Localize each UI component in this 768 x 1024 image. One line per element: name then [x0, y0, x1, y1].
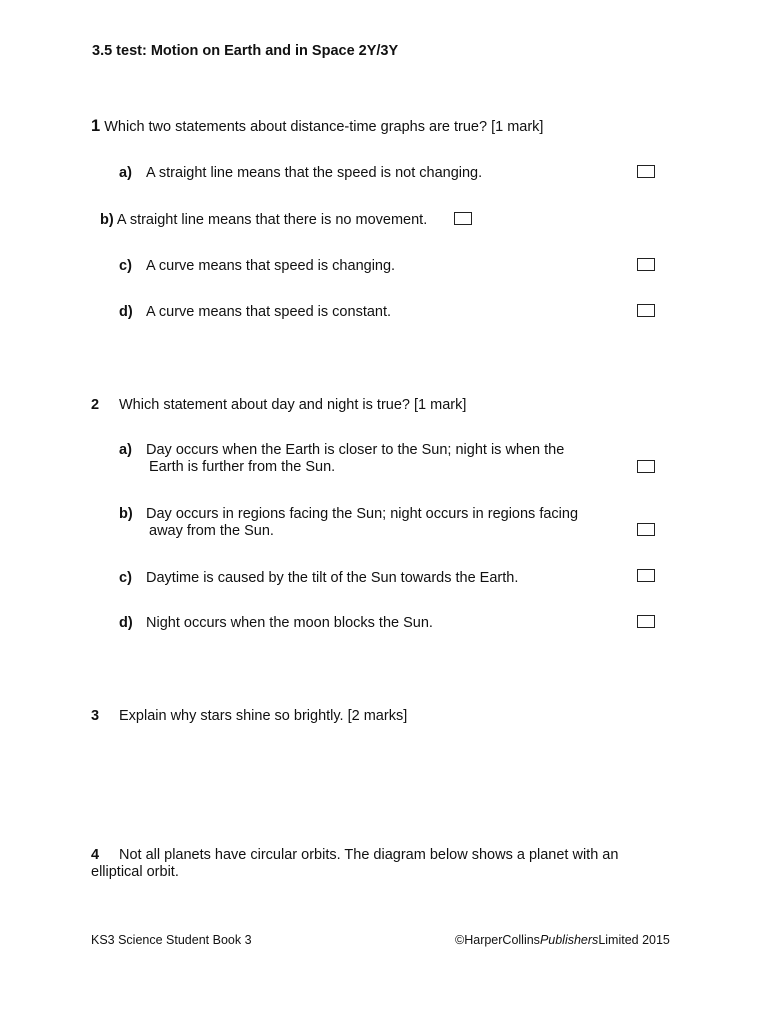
q1-option-b-checkbox[interactable]: [454, 212, 472, 225]
q1-option-c-checkbox[interactable]: [637, 258, 655, 271]
question-2-number: 2: [91, 397, 100, 413]
q2-option-a-checkbox[interactable]: [637, 460, 655, 473]
q1-option-c: [119, 258, 395, 275]
q2-option-d-letter: d): [119, 615, 133, 631]
q1-option-b-letter: b): [100, 212, 114, 228]
q2-option-b: [119, 506, 578, 540]
q1-option-c-text: A curve means that speed is changing.: [146, 258, 396, 274]
q2-option-d-text: Night occurs when the moon blocks the Sun.: [146, 615, 433, 631]
q2-option-c-text: Daytime is caused by the tilt of the Sun towards the Earth.: [146, 570, 519, 586]
question-4-line2: elliptical orbit.: [91, 864, 179, 880]
question-2-text: Which statement about day and night is true? [1 mark]: [119, 397, 467, 413]
q2-option-d: [119, 615, 433, 632]
q2-option-a-letter: a): [119, 442, 132, 458]
question-3-number: 3: [91, 708, 100, 724]
question-3: [91, 708, 407, 724]
q1-option-b-text: A straight line means that there is no movement.: [116, 212, 428, 228]
q2-option-b-letter: b): [119, 506, 133, 522]
q1-option-a: [119, 165, 482, 182]
footer-right: [455, 933, 670, 947]
q1-option-b: [100, 212, 427, 229]
question-1-text: Which two statements about distance-time graphs are true? [1 mark]: [104, 119, 544, 135]
question-2: [91, 397, 466, 413]
question-3-text: Explain why stars shine so brightly. [2 marks]: [119, 708, 408, 724]
q1-option-a-letter: a): [119, 165, 132, 181]
q1-option-d-letter: d): [119, 304, 133, 320]
q2-option-a: [119, 442, 564, 476]
q1-option-d-checkbox[interactable]: [637, 304, 655, 317]
q1-option-a-checkbox[interactable]: [637, 165, 655, 178]
question-1-number: 1: [91, 117, 101, 135]
footer-left: KS3 Science Student Book 3: [91, 933, 252, 947]
question-1: [91, 117, 543, 136]
q2-option-b-line2: away from the Sun.: [149, 523, 274, 539]
q2-option-d-checkbox[interactable]: [637, 615, 655, 628]
question-4: [91, 847, 618, 881]
footer-copyright-prefix: ©HarperCollins: [455, 933, 540, 947]
question-4-number: 4: [91, 847, 100, 863]
page-title: 3.5 test: Motion on Earth and in Space 2Y/3Y: [92, 43, 399, 59]
footer-copyright-suffix: Limited 2015: [598, 933, 670, 947]
footer-copyright-italic: Publishers: [539, 933, 599, 947]
question-4-line1: Not all planets have circular orbits. The diagram below shows a planet with an: [119, 847, 619, 863]
q2-option-a-line2: Earth is further from the Sun.: [149, 459, 336, 475]
q2-option-c-checkbox[interactable]: [637, 569, 655, 582]
q1-option-a-text: A straight line means that the speed is not changing.: [146, 165, 483, 181]
q2-option-a-line1: Day occurs when the Earth is closer to the Sun; night is when the: [146, 442, 565, 458]
q1-option-d-text: A curve means that speed is constant.: [146, 304, 392, 320]
q2-option-c: [119, 570, 518, 587]
q2-option-b-line1: Day occurs in regions facing the Sun; night occurs in regions facing: [146, 506, 579, 522]
q2-option-b-checkbox[interactable]: [637, 523, 655, 536]
q1-option-d: [119, 304, 391, 321]
q1-option-c-letter: c): [119, 258, 132, 274]
q2-option-c-letter: c): [119, 570, 132, 586]
